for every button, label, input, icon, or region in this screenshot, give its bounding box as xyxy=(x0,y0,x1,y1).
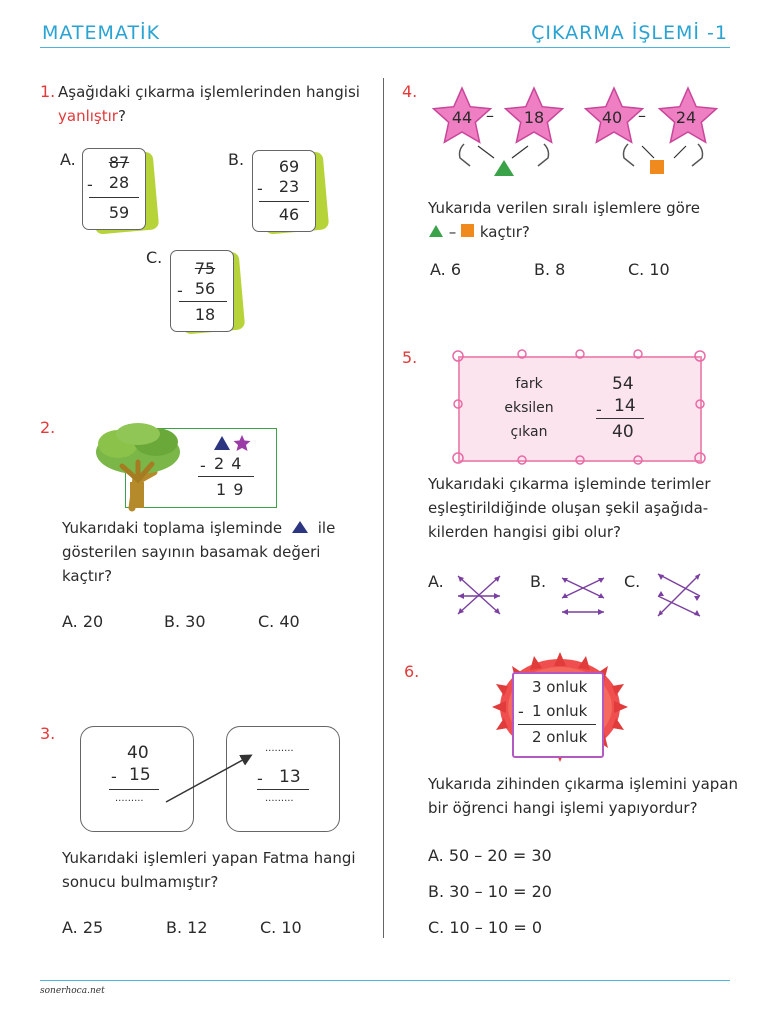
q6-option-a[interactable] xyxy=(428,846,552,865)
q6-line xyxy=(518,724,596,725)
q5-option-c-diagram[interactable] xyxy=(654,570,704,620)
q5-bottom: 14 xyxy=(614,396,636,416)
q6-text-2: bir öğrenci hangi işlemi yapıyordur? xyxy=(428,799,698,817)
arrow-line xyxy=(674,146,686,158)
q6-result: 2 onluk xyxy=(532,728,588,746)
q3-right-top: ......... xyxy=(265,743,294,754)
q5-number: 5. xyxy=(402,348,418,367)
q2-text-2: gösterilen sayının basamak değeri xyxy=(62,543,321,561)
q6-number: 6. xyxy=(404,662,420,681)
q1-option-b-letter[interactable]: B. xyxy=(228,150,245,169)
q2-a-value: 20 xyxy=(82,612,104,631)
q2-triangle-star-digits xyxy=(212,434,254,452)
q1-number: 1. xyxy=(40,82,56,101)
q5-text-1: Yukarıdaki çıkarma işleminde terimler xyxy=(428,475,711,493)
q6-problem-card xyxy=(512,672,604,758)
q2-option-a[interactable] xyxy=(62,612,103,631)
swirl-icon xyxy=(453,453,463,463)
q3-right-minus: - xyxy=(257,769,263,788)
q4-c-letter: C. xyxy=(628,260,645,279)
q5-top: 54 xyxy=(612,374,634,394)
q2-option-c[interactable] xyxy=(258,612,300,631)
green-triangle-icon xyxy=(428,224,444,238)
arrow-line xyxy=(642,146,654,158)
q3-left-bottom: 15 xyxy=(129,765,151,785)
worksheet-title: ÇIKARMA İŞLEMİ -1 xyxy=(531,22,728,44)
q1-option-a-card[interactable] xyxy=(82,148,146,230)
q5-result: 40 xyxy=(612,422,634,442)
subject-title: MATEMATİK xyxy=(42,22,161,44)
green-triangle-icon xyxy=(494,160,514,176)
q5-term-3: çıkan xyxy=(510,424,548,440)
q2-b-value: 30 xyxy=(185,612,206,631)
q4-star-1-value: 44 xyxy=(451,108,473,127)
header-rule xyxy=(40,47,730,48)
q2-minus: - xyxy=(200,456,206,475)
q3-a-letter: A. xyxy=(62,918,78,937)
q4-star-4-value: 24 xyxy=(675,108,697,127)
q5-minus: - xyxy=(596,400,602,419)
q2-c-value: 40 xyxy=(279,612,300,631)
q1-c-result: 18 xyxy=(194,305,216,324)
arrow-line xyxy=(478,146,494,158)
footer-site: sonerhoca.net xyxy=(40,986,105,996)
q3-a-value: 25 xyxy=(82,918,104,937)
q2-number: 2. xyxy=(40,418,56,437)
q6-c-value: 10 – 10 = 0 xyxy=(449,918,543,937)
q6-c-letter: C. xyxy=(428,918,445,937)
q3-right-bottom: 13 xyxy=(279,767,301,787)
q3-option-c[interactable] xyxy=(260,918,302,937)
swirl-icon xyxy=(696,400,704,408)
q1-c-top: 75 xyxy=(194,259,216,278)
q3-number: 3. xyxy=(40,724,56,743)
q4-b-letter: B. xyxy=(534,260,551,279)
navy-triangle-icon xyxy=(214,436,230,450)
q3-left-top: 40 xyxy=(127,743,149,763)
q1-b-minus: - xyxy=(257,179,263,198)
q1-text-main: Aşağıdaki çıkarma işlemlerinden hangisi xyxy=(58,83,360,101)
q3-right-line xyxy=(257,789,309,790)
q1-option-c-card[interactable] xyxy=(170,250,234,332)
q1-c-minus: - xyxy=(177,281,183,300)
orange-square-icon xyxy=(650,160,664,174)
q3-b-letter: B. xyxy=(166,918,183,937)
footer-rule xyxy=(40,980,730,981)
q1-text xyxy=(58,80,368,128)
swirl-icon xyxy=(453,351,463,361)
arrow-line xyxy=(512,146,528,158)
q1-b-line xyxy=(259,201,309,202)
q1-option-c-letter[interactable]: C. xyxy=(146,248,163,267)
q5-option-a-letter[interactable]: A. xyxy=(428,572,444,591)
q4-star-2-value: 18 xyxy=(523,108,545,127)
q4-option-c[interactable] xyxy=(628,260,670,279)
q6-minus: - xyxy=(518,702,524,721)
q1-a-result: 59 xyxy=(108,203,130,222)
q1-option-b-card[interactable] xyxy=(252,150,316,232)
swirl-icon xyxy=(518,456,526,464)
tree-illustration xyxy=(92,422,184,510)
q3-option-b[interactable] xyxy=(166,918,208,937)
q6-a-letter: A. xyxy=(428,846,444,865)
q5-text-3: kilerden hangisi gibi olur? xyxy=(428,523,621,541)
q5-option-a-diagram[interactable] xyxy=(454,572,504,618)
hand-icon xyxy=(460,144,471,166)
q5-term-2: eksilen xyxy=(504,400,554,416)
q3-text xyxy=(62,846,372,894)
q2-c-letter: C. xyxy=(258,612,275,631)
swirl-icon xyxy=(695,351,705,361)
q4-text-2-end: kaçtır? xyxy=(479,223,530,241)
q3-right-result: ......... xyxy=(265,793,294,804)
q5-term-1: fark xyxy=(515,376,543,392)
swirl-icon xyxy=(695,453,705,463)
q5-option-b-diagram[interactable] xyxy=(558,572,608,618)
swirl-icon xyxy=(634,456,642,464)
q1-b-result: 46 xyxy=(278,205,300,224)
swirl-icon xyxy=(634,350,642,358)
q3-text-1: Yukarıdaki işlemleri yapan Fatma hangi xyxy=(62,849,356,867)
q1-option-a-letter[interactable]: A. xyxy=(60,150,76,169)
q1-text-end: ? xyxy=(117,107,126,125)
swirl-icon xyxy=(518,350,526,358)
q2-text-1: Yukarıdaki toplama işleminde xyxy=(62,519,283,537)
q4-c-value: 10 xyxy=(649,260,670,279)
q2-option-b[interactable] xyxy=(164,612,206,631)
q3-text-2: sonucu bulmamıştır? xyxy=(62,873,219,891)
q6-b-letter: B. xyxy=(428,882,445,901)
q4-text-2-mid: – xyxy=(448,223,457,241)
q5-text xyxy=(428,472,738,544)
q3-c-letter: C. xyxy=(260,918,277,937)
hand-icon xyxy=(692,144,703,166)
q4-number: 4. xyxy=(402,82,418,101)
q1-a-line xyxy=(89,197,139,198)
navy-triangle-icon xyxy=(291,520,309,534)
q6-option-b[interactable] xyxy=(428,882,552,901)
swirl-icon xyxy=(454,400,462,408)
q4-star-3-value: 40 xyxy=(601,108,623,127)
q5-text-2: eşleştirildiğinde oluşan şekil aşağıda- xyxy=(428,499,709,517)
column-divider xyxy=(383,78,384,938)
q2-a-letter: A. xyxy=(62,612,78,631)
q1-c-bottom: 56 xyxy=(194,279,216,298)
q4-text xyxy=(428,196,738,244)
q1-c-line xyxy=(179,301,227,302)
q4-option-a[interactable] xyxy=(430,260,461,279)
q1-b-bottom: 23 xyxy=(278,177,300,196)
q1-text-emphasis: yanlıştır xyxy=(58,107,118,125)
q4-text-1: Yukarıda verilen sıralı işlemlere göre xyxy=(428,199,700,217)
q1-a-top: 87 xyxy=(108,153,130,172)
purple-star-icon xyxy=(234,435,251,451)
q2-result: 1 9 xyxy=(216,480,245,499)
q6-option-c[interactable] xyxy=(428,918,542,937)
q3-option-a[interactable] xyxy=(62,918,103,937)
q4-dash-1: – xyxy=(486,106,494,125)
q6-bottom: 1 onluk xyxy=(532,702,588,720)
hand-icon xyxy=(624,144,635,166)
q2-text-1b: ile xyxy=(317,519,336,537)
q5-option-c-letter[interactable]: C. xyxy=(624,572,641,591)
q6-text xyxy=(428,772,748,820)
q6-top: 3 onluk xyxy=(532,678,588,696)
q2-text xyxy=(62,516,372,588)
q5-option-b-letter[interactable]: B. xyxy=(530,572,547,591)
q3-left-result: ......... xyxy=(115,793,144,804)
q3-c-value: 10 xyxy=(281,918,302,937)
hand-icon xyxy=(538,144,549,166)
q1-b-top: 69 xyxy=(278,157,300,176)
q6-b-value: 30 – 10 = 20 xyxy=(449,882,552,901)
q2-b-letter: B. xyxy=(164,612,181,631)
q2-line xyxy=(198,476,254,477)
q3-transfer-arrow xyxy=(160,748,260,808)
q4-a-letter: A. xyxy=(430,260,446,279)
q4-star-diagram xyxy=(432,88,732,180)
q4-a-value: 6 xyxy=(450,260,462,279)
q6-a-value: 50 – 20 = 30 xyxy=(448,846,552,865)
q2-text-3: kaçtır? xyxy=(62,567,113,585)
q1-a-bottom: 28 xyxy=(108,173,130,192)
q3-left-line xyxy=(109,789,159,790)
q5-terms xyxy=(500,372,558,444)
q3-b-value: 12 xyxy=(187,918,208,937)
q6-text-1: Yukarıda zihinden çıkarma işlemini yapan xyxy=(428,775,739,793)
q2-subtrahend: 2 4 xyxy=(214,454,243,473)
q3-left-minus: - xyxy=(111,767,117,786)
swirl-icon xyxy=(576,456,584,464)
orange-square-icon xyxy=(461,224,475,238)
q1-a-minus: - xyxy=(87,175,93,194)
q4-b-value: 8 xyxy=(555,260,566,279)
q5-frame-swirls xyxy=(450,348,708,468)
swirl-icon xyxy=(576,350,584,358)
q5-line xyxy=(596,418,644,419)
q4-option-b[interactable] xyxy=(534,260,565,279)
q4-dash-2: – xyxy=(638,106,646,125)
